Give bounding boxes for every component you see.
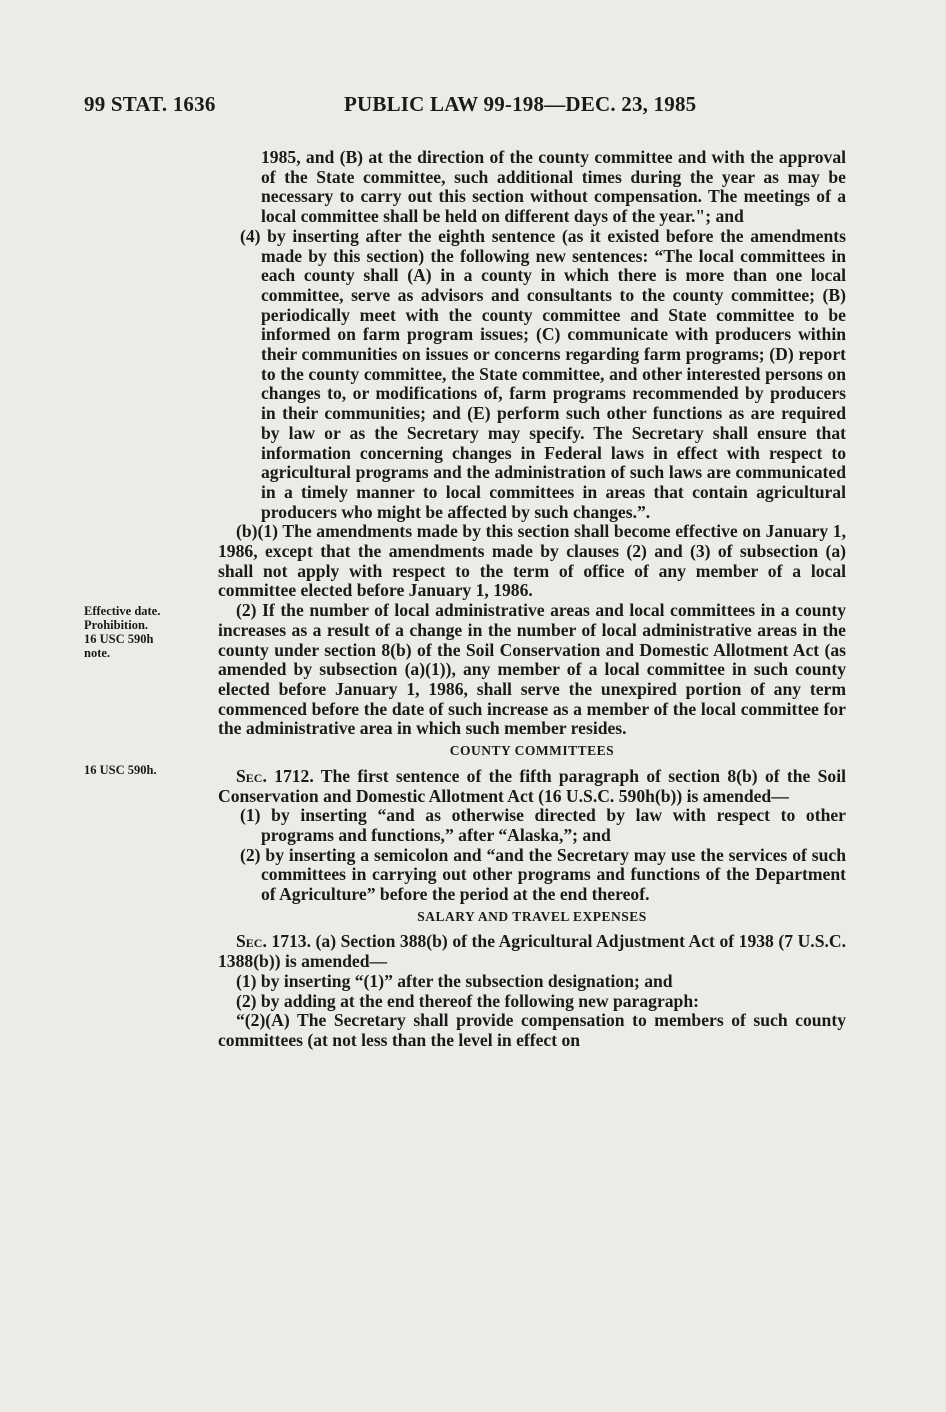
section-label: Sec. xyxy=(236,765,267,786)
statute-page-number: 99 STAT. 1636 xyxy=(84,92,216,116)
paragraph-b2: (2) If the number of local administrative areas and local committees in a county increases as a result of a change in the number of local administrative areas in the county under section 8(b) of the Soil Conservation and Domestic Allotment Act (as amended by subsection (a)(1)), any member of a local committee in such county elected before January 1, 1986, shall serve the unexpired portion of any term commenced before the date of such increase as a member of the local committee for the administrative area in which such member resides. xyxy=(218,600,846,739)
paragraph-1712-clause-2: (2) by inserting a semicolon and “and the Secretary may use the services of such committees in carrying out other programs and functions of the Department of Agriculture” before the period at the end thereof. xyxy=(240,844,846,905)
public-law-title: PUBLIC LAW 99-198—DEC. 23, 1985 xyxy=(344,92,697,116)
paragraph-b1: (b)(1) The amendments made by this section shall become effective on January 1, 1986, except that the amendments made by clauses (2) and (3) of subsection (a) shall not apply with respect to the term of office of any member of a local committee elected before January 1, 1986. xyxy=(218,521,846,601)
section-1712-text: 1712. The first sentence of the fifth paragraph of section 8(b) of the Soil Conservation and Domestic Allotment Act (16 U.S.C. 590h(b)) is amended— xyxy=(218,765,846,806)
section-label: Sec. xyxy=(236,931,267,952)
section-1712 xyxy=(218,767,846,806)
margin-note-line: 16 USC 590h xyxy=(84,632,154,646)
margin-note-line: Prohibition. xyxy=(84,618,149,632)
section-1713-text: 1713. (a) Section 388(b) of the Agricultural Adjustment Act of 1938 (7 U.S.C. 1388(b)) is amended— xyxy=(218,931,846,972)
margin-note-usc: 16 USC 590h. xyxy=(84,763,157,777)
document-body xyxy=(218,148,846,1051)
section-heading-county-committees: COUNTY COMMITTEES xyxy=(449,743,615,759)
paragraph-1713-new-paragraph: “(2)(A) The Secretary shall provide compensation to members of such county committees (at not less than the level in effect on xyxy=(218,1010,846,1050)
section-heading-salary-travel: SALARY AND TRAVEL EXPENSES xyxy=(417,908,647,924)
margin-note-line: Effective date. xyxy=(84,604,161,618)
margin-note-line: note. xyxy=(84,646,111,660)
section-1713 xyxy=(218,932,846,971)
page-header xyxy=(84,92,844,122)
paragraph-1713-clause-2: (2) by adding at the end thereof the following new paragraph: xyxy=(236,990,699,1011)
paragraph-1712-clause-1: (1) by inserting “and as otherwise directed by law with respect to other programs and functions,” after “Alaska,”; and xyxy=(240,805,846,845)
paragraph-clause-4: (4) by inserting after the eighth sentence (as it existed before the amendments made by this section) the following new sentences: “The local committees in each county shall (A) in a county in which there is more than one local committee, serve as advisors and consultants to the county committee; (B) periodically meet with the county committee and State committee to be informed on farm program issues; (C) communicate with producers within their communities on issues or concerns regarding farm programs; (D) report to the county committee, the State committee, and other interested persons on changes to, or modifications of, farm programs recommended by producers in their communities; and (E) perform such other functions as are required by law or as the Secretary may specify. The Secretary shall ensure that information concerning changes in Federal laws in effect with respect to agricultural programs and the administration of such laws are communicated in a timely manner to local committees in areas that contain agricultural producers who might be affected by such changes.”. xyxy=(240,225,846,522)
margin-note-effective-date xyxy=(84,604,160,660)
paragraph-1713-clause-1: (1) by inserting “(1)” after the subsection designation; and xyxy=(236,970,673,991)
paragraph-continuation: 1985, and (B) at the direction of the county committee and with the approval of the State committee, such additional times during the year as may be necessary to carry out this section without compensation. The meetings of a local committee shall be held on different days of the year."; and xyxy=(261,147,846,227)
